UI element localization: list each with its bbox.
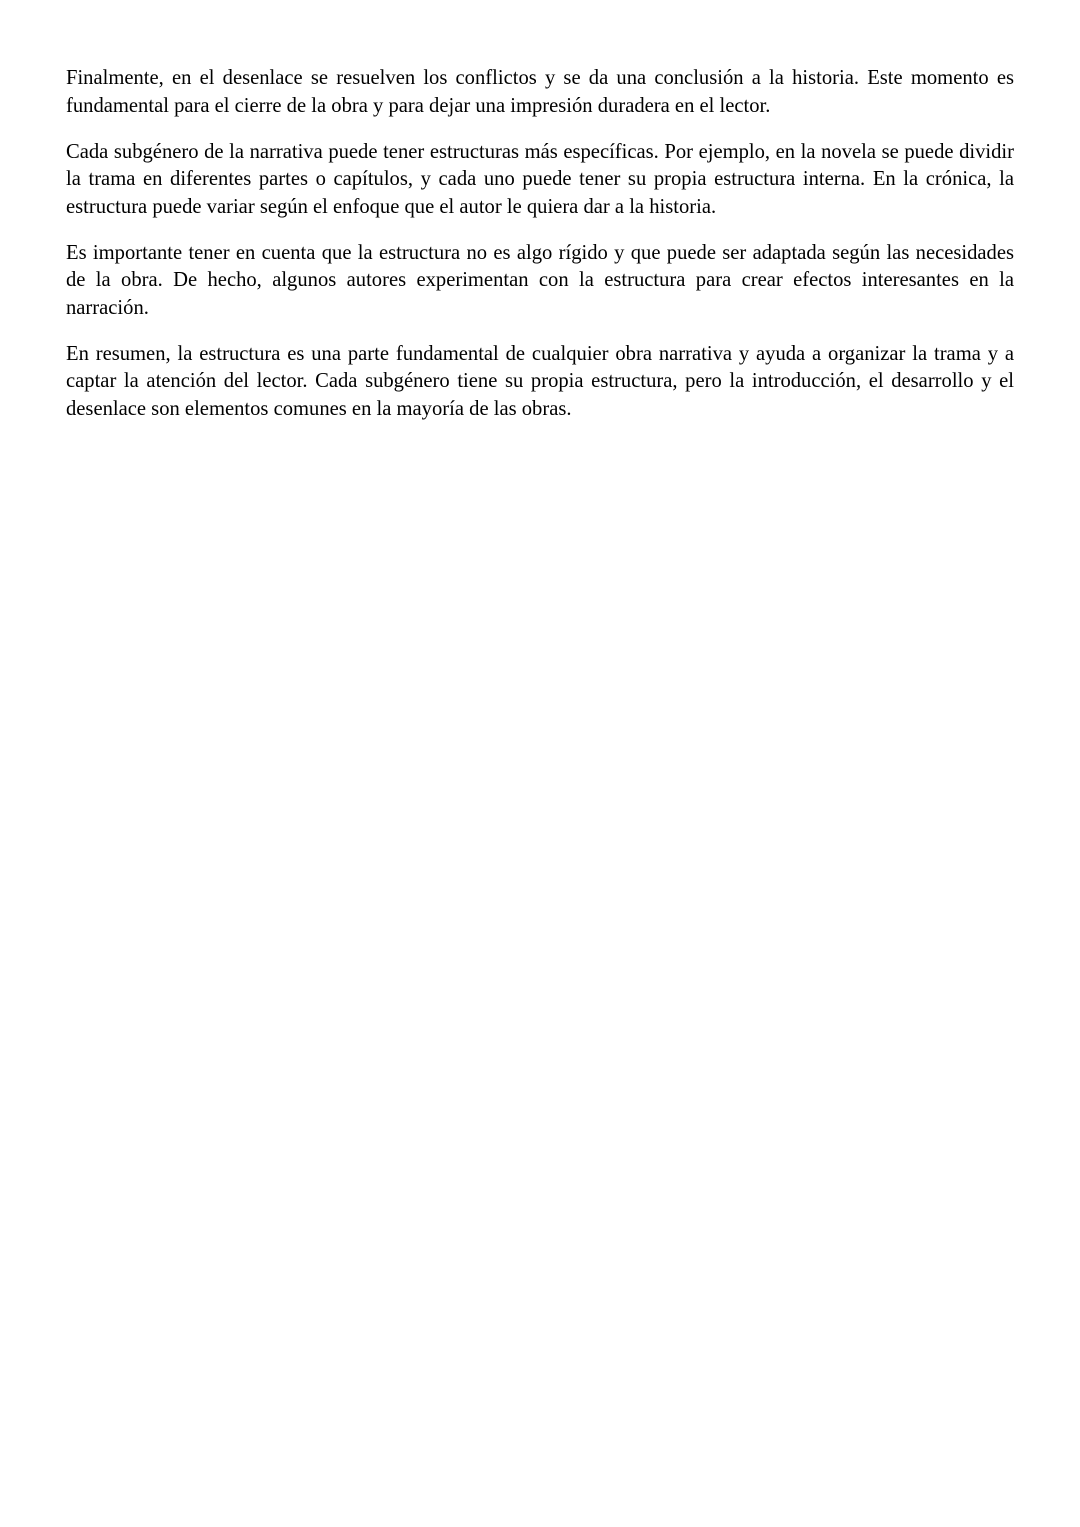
paragraph-subgeneros: Cada subgénero de la narrativa puede tener estructuras más específicas. Por ejemplo, en la novela se puede dividir la trama en diferentes partes o capítulos, y cada uno puede tener su propia estructura interna. En la crónica, la estructura puede variar según el enfoque que el autor le quiera dar a la historia. <box>66 140 1014 218</box>
document-body <box>66 65 1014 442</box>
paragraph-flexibilidad: Es importante tener en cuenta que la estructura no es algo rígido y que puede ser adaptada según las necesidades de la obra. De hecho, algunos autores experimentan con la estructura para crear efectos interesantes en la narración. <box>66 241 1014 319</box>
paragraph-resumen: En resumen, la estructura es una parte fundamental de cualquier obra narrativa y ayuda a organizar la trama y a captar la atención del lector. Cada subgénero tiene su propia estructura, pero la introducción, el desarrollo y el desenlace son elementos comunes en la mayoría de las obras. <box>66 342 1014 420</box>
paragraph-desenlace: Finalmente, en el desenlace se resuelven los conflictos y se da una conclusión a la historia. Este momento es fundamental para el cierre de la obra y para dejar una impresión duradera en el lector. <box>66 67 1014 117</box>
